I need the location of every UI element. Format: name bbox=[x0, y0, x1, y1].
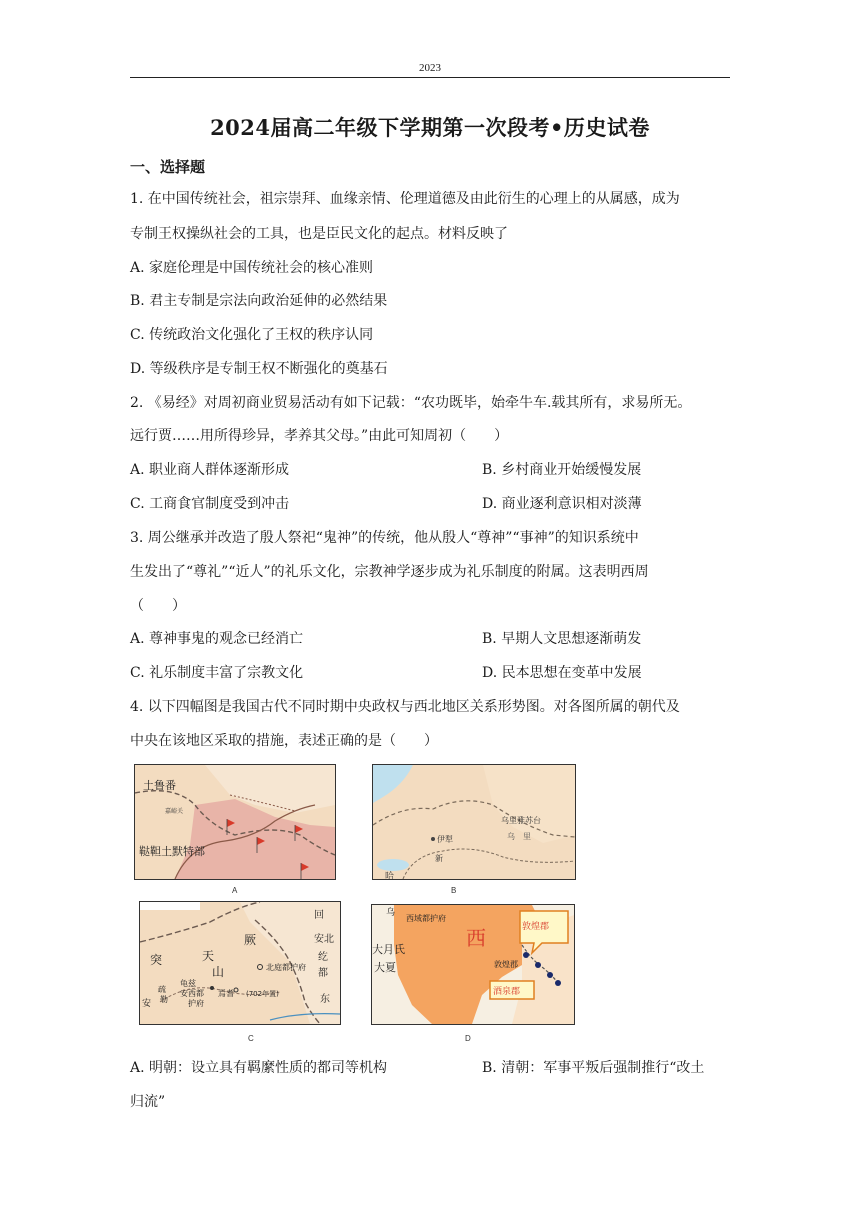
map-c-label-8: 都 bbox=[318, 968, 328, 979]
map-c-label-3: 厥 bbox=[244, 933, 257, 947]
q2-option-d[interactable]: D. 商业逐利意识相对淡薄 bbox=[482, 496, 642, 512]
page-header-year: 2023 bbox=[419, 62, 441, 74]
map-b-caption: B bbox=[451, 886, 457, 895]
map-c-label-14: 疏 bbox=[158, 985, 166, 994]
exam-title: 2024届高二年级下学期第一次段考•历史试卷 bbox=[210, 115, 650, 140]
map-b-label-1: 乌 里 bbox=[507, 832, 531, 841]
q3-option-c[interactable]: C. 礼乐制度丰富了宗教文化 bbox=[130, 665, 304, 681]
map-c-label-4: 山 bbox=[212, 965, 225, 979]
q4-option-b-line2[interactable]: 归流” bbox=[130, 1094, 166, 1110]
map-c-label-17: 安 bbox=[142, 999, 152, 1009]
q2-option-c[interactable]: C. 工商食官制度受到冲击 bbox=[130, 496, 290, 512]
map-c-label-0: 回 bbox=[314, 910, 324, 921]
map-a bbox=[134, 764, 336, 880]
map-a-label-1: 嘉峪关 bbox=[165, 808, 184, 815]
q1-stem-line2: 专制王权操纵社会的工具，也是臣民文化的起点。材料反映了 bbox=[130, 226, 508, 242]
q1-option-b[interactable]: B. 君主专制是宗法向政治延伸的必然结果 bbox=[130, 293, 388, 309]
q1-option-c[interactable]: C. 传统政治文化强化了王权的秩序认同 bbox=[130, 327, 374, 343]
map-c-label-11: 护府 bbox=[188, 999, 204, 1008]
q4-stem-line2: 中央在该地区采取的措施，表述正确的是（ ） bbox=[130, 733, 438, 749]
q3-option-b[interactable]: B. 早期人文思想逐渐萌发 bbox=[482, 631, 642, 647]
q3-option-a[interactable]: A. 尊神事鬼的观念已经消亡 bbox=[130, 631, 304, 647]
map-b-label-2: 伊犁 bbox=[437, 835, 453, 844]
q2-option-b[interactable]: B. 乡村商业开始缓慢发展 bbox=[482, 462, 642, 478]
map-d-caption: D bbox=[465, 1034, 471, 1043]
map-d-label-5: 敦煌郡 bbox=[494, 960, 518, 969]
map-a-label-0: 土鲁番 bbox=[143, 779, 176, 792]
map-d-label-0: 西域都护府 bbox=[406, 914, 446, 923]
q2-option-a[interactable]: A. 职业商人群体逐渐形成 bbox=[130, 462, 290, 478]
section-title: 一、选择题 bbox=[130, 158, 206, 176]
map-d-label-3: 大月氏 bbox=[372, 943, 405, 956]
map-d-label-4: 大夏 bbox=[374, 961, 396, 974]
q1-stem-line1: 1. 在中国传统社会，祖宗崇拜、血缘亲情、伦理道德及由此衍生的心理上的从属感，成为 bbox=[130, 191, 680, 207]
map-d-label-6: 酒泉郡 bbox=[493, 987, 521, 997]
map-c-label-12: 焉耆 bbox=[218, 989, 234, 998]
q1-option-d[interactable]: D. 等级秩序是专制王权不断强化的奠基石 bbox=[130, 361, 388, 377]
map-c-label-5: 北庭都护府 bbox=[266, 963, 306, 972]
map-d bbox=[371, 904, 575, 1025]
map-b-label-0: 乌里雅苏台 bbox=[501, 816, 541, 825]
q2-stem-line2: 远行贾……用所得珍异，孝养其父母。”由此可知周初（ ） bbox=[130, 428, 509, 444]
map-c-label-9: 龟兹 bbox=[180, 979, 196, 988]
map-c-label-16: 东 bbox=[320, 994, 330, 1005]
q4-option-b-line1[interactable]: B. 清朝：军事平叛后强制推行“改土 bbox=[482, 1060, 705, 1076]
map-c-label-10: 安西都 bbox=[180, 989, 204, 998]
header-divider bbox=[130, 77, 730, 78]
map-d-label-7: 乌 bbox=[386, 908, 396, 918]
q3-stem-line3: （ ） bbox=[130, 598, 186, 614]
map-c-label-13: (702年置) bbox=[246, 990, 279, 998]
map-d-label-2: 敦煌郡 bbox=[522, 922, 550, 932]
map-c-label-2: 天 bbox=[202, 949, 215, 963]
q4-stem-line1: 4. 以下四幅图是我国古代不同时期中央政权与西北地区关系形势图。对各图所属的朝代及 bbox=[130, 699, 680, 715]
q3-option-d[interactable]: D. 民本思想在变革中发展 bbox=[482, 665, 642, 681]
map-b-label-3: 新 bbox=[435, 854, 443, 863]
map-c-caption: C bbox=[248, 1034, 254, 1043]
q1-option-a[interactable]: A. 家庭伦理是中国传统社会的核心准则 bbox=[130, 260, 374, 276]
q4-option-a[interactable]: A. 明朝：设立具有羁縻性质的都司等机构 bbox=[130, 1060, 388, 1076]
q3-stem-line1: 3. 周公继承并改造了殷人祭祀“鬼神”的传统，他从殷人“尊神”“事神”的知识系统中 bbox=[130, 530, 639, 546]
map-a-label-2: 鞑靼土默特部 bbox=[139, 845, 205, 858]
map-c-label-1: 突 bbox=[150, 953, 163, 967]
q3-stem-line2: 生发出了“尊礼”“近人”的礼乐文化，宗教神学逐步成为礼乐制度的附属。这表明西周 bbox=[130, 564, 649, 580]
map-b bbox=[372, 764, 576, 880]
map-b-label-4: 哈 bbox=[385, 872, 395, 879]
map-c-label-6: 安北 bbox=[314, 934, 334, 945]
map-d-label-1: 西 bbox=[466, 926, 486, 950]
map-a-caption: A bbox=[232, 886, 238, 895]
q2-stem-line1: 2. 《易经》对周初商业贸易活动有如下记载：“农功既毕，始牵牛车.载其所有，求易所无。 bbox=[130, 395, 692, 411]
map-c-label-15: 勒 bbox=[160, 995, 168, 1004]
map-c-label-7: 纥 bbox=[318, 952, 328, 963]
map-c bbox=[139, 901, 341, 1025]
